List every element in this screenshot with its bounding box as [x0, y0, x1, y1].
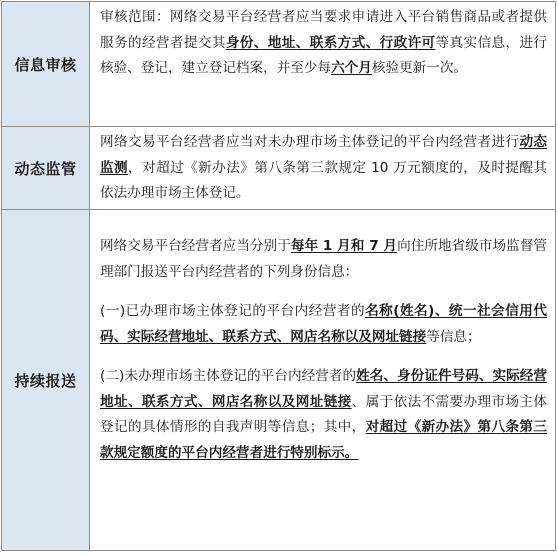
body-text: 核验更新一次。 [371, 60, 468, 76]
paragraph [100, 234, 547, 285]
body-text: 审核范围：网络交易平台经营者应当要求申请进入平台销售商品或者提供服务的经营者提交其 [100, 9, 547, 51]
body-text: 网络交易平台经营者应当对未办理市场主体登记的平台内经营者进行 [100, 134, 520, 150]
body-text: 网络交易平台经营者应当分别于 [100, 238, 291, 254]
body-text: 等信息； [426, 328, 481, 345]
highlighted-text: 对超过《新办法》第八条第三款规定额度的平台内经营者进行特别标示。 [100, 419, 548, 461]
row-label-info-review: 信息审核 [2, 2, 90, 126]
paragraph [100, 299, 547, 350]
body-text: 、属于依法不需要办理市场主体登记的具体情形的自我声明等信息；其中， [100, 393, 548, 435]
body-text: (二)未办理市场主体登记的平台内经营者的 [100, 368, 357, 384]
row-content-dynamic-monitoring [90, 127, 555, 209]
body-text: ，对超过《新办法》第八条第三款规定 10 万元额度的，及时提醒其依法办理市场主体登记。 [100, 159, 548, 201]
highlighted-text: 动态监测 [100, 134, 548, 176]
row-content-continuous-reporting [90, 210, 555, 550]
paragraph [100, 364, 547, 466]
row-label-dynamic-monitoring: 动态监管 [2, 127, 90, 209]
paragraph [100, 130, 547, 207]
body-text: 向住所地省级市场监督管理部门报送平台内经营者的下列身份信息： [100, 238, 547, 280]
highlighted-text: 六个月 [331, 60, 372, 76]
paragraph [100, 5, 547, 82]
highlighted-text: 每年 1 月和 7 月 [290, 238, 398, 254]
body-text: 等真实信息，进行核验、登记，建立登记档案，并至少每 [100, 34, 548, 76]
highlighted-text: 身份、地址、联系方式、行政许可 [225, 34, 436, 51]
body-text: (一)已办理市场主体登记的平台内经营者的 [100, 303, 366, 319]
highlighted-text: 名称(姓名)、统一社会信用代码、实际经营地址、联系方式、网店名称以及网址链接 [100, 303, 547, 345]
table-row-info-review [2, 2, 555, 127]
table-row-dynamic-monitoring [2, 127, 555, 210]
regulation-table [1, 1, 556, 551]
row-content-info-review [90, 2, 555, 126]
highlighted-text: 姓名、身份证件号码、实际经营地址、联系方式、网店名称以及网址链接 [100, 368, 548, 410]
table-row-continuous-reporting [2, 210, 555, 550]
row-label-continuous-reporting: 持续报送 [2, 210, 90, 550]
